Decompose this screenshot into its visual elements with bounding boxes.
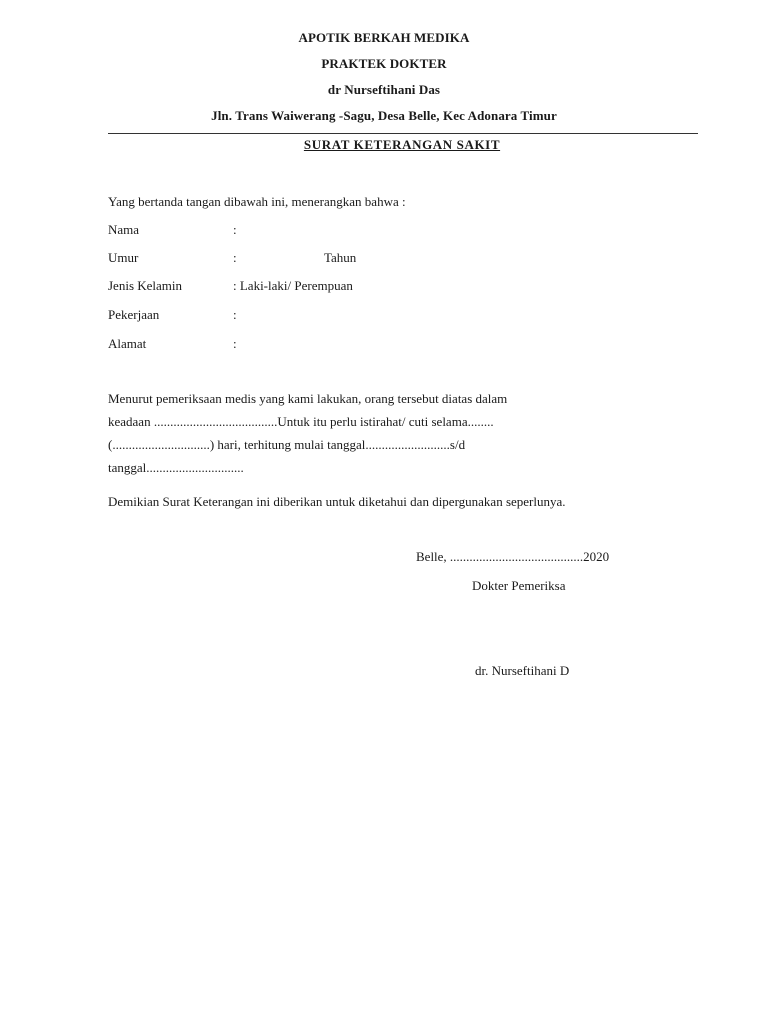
intro-text: Yang bertanda tangan dibawah ini, menerangkan bahwa : xyxy=(108,194,406,209)
field-label-pekerjaan: Pekerjaan xyxy=(108,307,160,322)
header-divider xyxy=(108,133,698,134)
field-unit-umur: Tahun xyxy=(324,250,357,265)
signature-place-date: Belle, .........................................2020 xyxy=(416,549,610,564)
field-value-jenis-kelamin: : Laki-laki/ Perempuan xyxy=(233,278,353,293)
closing-text: Demikian Surat Keterangan ini diberikan untuk diketahui dan dipergunakan seperlunya. xyxy=(108,494,566,509)
doctor-name-header: dr Nurseftihani Das xyxy=(327,82,441,97)
pharmacy-name: APOTIK BERKAH MEDIKA xyxy=(298,30,470,45)
field-label-umur: Umur xyxy=(108,250,139,265)
practice-name: PRAKTEK DOKTER xyxy=(321,56,447,71)
statement-line-3: (..............................) hari, terhitung mulai tanggal..........................s/d xyxy=(108,437,466,452)
document-title: SURAT KETERANGAN SAKIT xyxy=(303,137,501,152)
signature-name: dr. Nurseftihani D xyxy=(475,663,570,678)
statement-line-1: Menurut pemeriksaan medis yang kami lakukan, orang tersebut diatas dalam xyxy=(108,391,508,406)
field-value-umur: : xyxy=(233,250,237,265)
statement-line-4: tanggal.............................. xyxy=(108,460,244,475)
field-label-nama: Nama xyxy=(108,222,140,237)
field-value-nama: : xyxy=(233,222,237,237)
field-label-jenis-kelamin: Jenis Kelamin xyxy=(108,278,183,293)
field-value-alamat: : xyxy=(233,336,237,351)
statement-line-2: keadaan ......................................Untuk itu perlu istirahat/ cuti selama........ xyxy=(108,414,494,429)
field-value-pekerjaan: : xyxy=(233,307,237,322)
address-header: Jln. Trans Waiwerang -Sagu, Desa Belle, Kec Adonara Timur xyxy=(211,108,557,123)
field-label-alamat: Alamat xyxy=(108,336,147,351)
signature-role: Dokter Pemeriksa xyxy=(472,578,566,593)
